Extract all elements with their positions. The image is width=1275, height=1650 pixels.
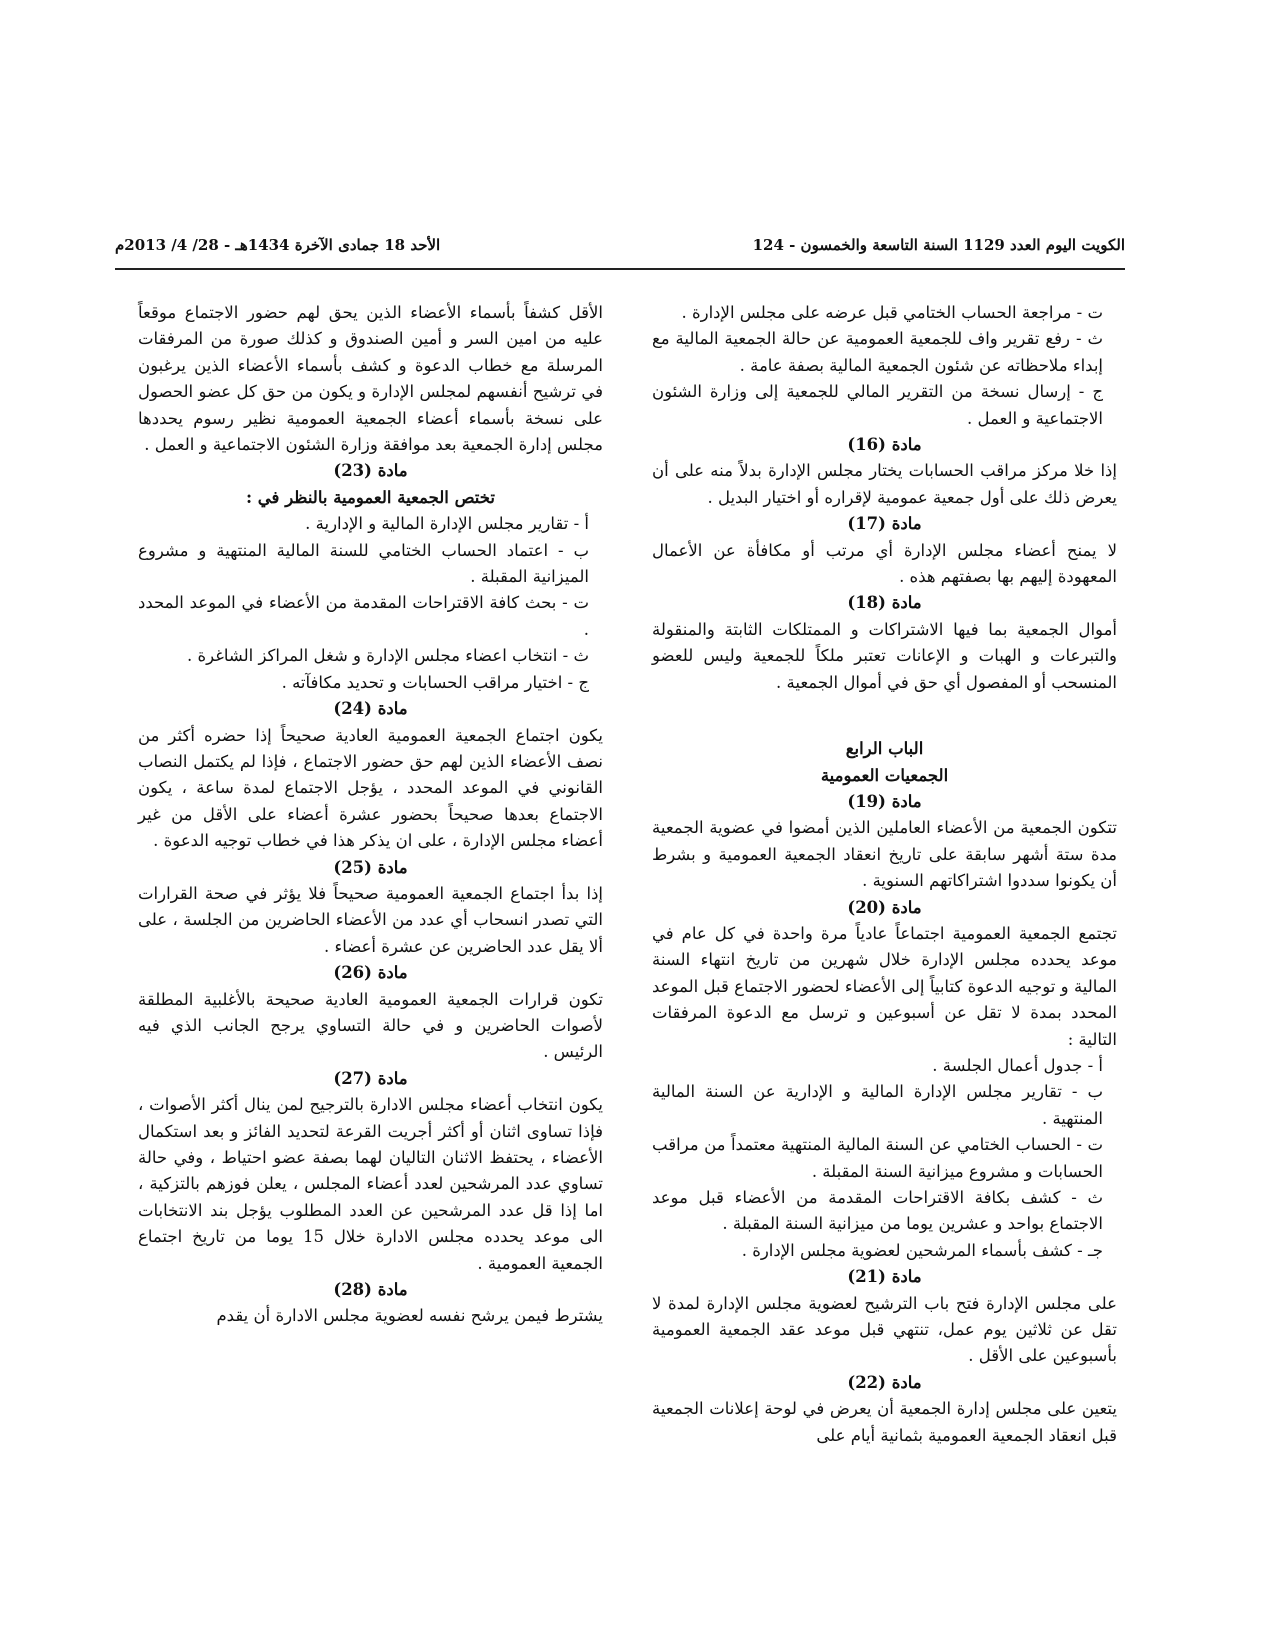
spacer: [652, 696, 1117, 736]
page-header: [115, 230, 1125, 260]
paragraph: لا يمنح أعضاء مجلس الإدارة أي مرتب أو مكافأة عن الأعمال المعهودة إليهم بها بصفتهم هذه .: [652, 540, 1117, 587]
article-heading: تختص الجمعية العمومية بالنظر في :: [245, 487, 496, 507]
article-heading: الجمعيات العمومية: [820, 765, 949, 785]
paragraph: يتعين على مجلس إدارة الجمعية أن يعرض في لوحة إعلانات الجمعية قبل انعقاد الجمعية العمومية بثمانية أيام على: [652, 1399, 1117, 1445]
paragraph: إذا خلا مركز مراقب الحسابات يختار مجلس الإدارة بدلاً منه على أن يعرض ذلك على أول جمعية عمومية لإقراره أو اختيار البديل .: [652, 461, 1117, 507]
article-heading: مادة (24): [333, 699, 408, 719]
list-item: ت - مراجعة الحساب الختامي قبل عرضه على مجلس الإدارة .: [681, 303, 1103, 322]
paragraph: أموال الجمعية بما فيها الاشتراكات و الممتلكات الثابتة والمنقولة والتبرعات و الهبات و الإعانات تعتبر ملكاً للجمعية وليس للعضو المنسحب أو المفصول أي حق في أموال الجمعية .: [652, 619, 1117, 692]
paragraph: يكون اجتماع الجمعية العمومية العادية صحيحاً إذا حضره أكثر من نصف الأعضاء الذين لهم حق حضور الاجتماع ، فإذا لم يكتمل النصاب القانوني في الموعد المحدد ، يؤجل الاجتماع لمدة ساعة ، يكون الاجتماع بعدها صحيحاً بحضور عشرة أعضاء على الأقل من غير أعضاء مجلس الإدارة ، على ان يذكر هذا في خطاب توجيه الدعوة .: [138, 725, 603, 851]
list-item: ث - انتخاب اعضاء مجلس الإدارة و شغل المراكز الشاغرة .: [186, 646, 589, 666]
header-left: الأحد 18 جمادى الآخرة 1434هـ - 28/ 4/ 2013م: [115, 236, 441, 254]
paragraph: تكون قرارات الجمعية العمومية العادية صحيحة بالأغلبية المطلقة لأصوات الحاضرين و في حالة التساوي يرجح الجانب الذي فيه الرئيس .: [138, 989, 603, 1062]
paragraph: يكون انتخاب أعضاء مجلس الادارة بالترجيح لمن ينال أكثر الأصوات ، فإذا تساوى اثنان أو أكثر أجريت القرعة لتحديد الفائز و بعد استكمال الأعضاء ، يحتفظ الاثنان التاليان لهما بصفة عضو احتياط ، وفي حالة تساوي عدد المرشحين لعدد أعضاء المجلس ، يعلن فوزهم بالتزكية ، اما إذا قل عدد المرشحين عن العدد المطلوب يؤجل بند الانتخابات الى موعد يحدده مجلس الادارة خلال 15 يوما من تاريخ اجتماع الجمعية العمومية .: [138, 1095, 603, 1273]
right-column: [652, 300, 1117, 1449]
article-heading: مادة (19): [847, 791, 922, 811]
article-heading: مادة (22): [847, 1372, 922, 1392]
paragraph: الأقل كشفاً بأسماء الأعضاء الذين يحق لهم حضور الاجتماع موقعاً عليه من امين السر و أمين الصندوق و كذلك صورة من المرفقات المرسلة مع خطاب الدعوة و كشف بأسماء الأعضاء الذين يرغبون في ترشيح أنفسهم لمجلس الإدارة و يكون من حق كل عضو الحصول على نسخة بأسماء أعضاء الجمعية العمومية نظير رسوم يحددها مجلس إدارة الجمعية بعد موافقة وزارة الشئون الاجتماعية و العمل .: [138, 303, 603, 455]
article-heading: مادة (28): [333, 1280, 408, 1300]
article-heading: مادة (18): [847, 593, 922, 613]
list-item: ج - اختيار مراقب الحسابات و تحديد مكافآته .: [281, 672, 589, 692]
list-item: ث - رفع تقرير واف للجمعية العمومية عن حالة الجمعية المالية مع إبداء ملاحظاته عن شئون الجمعية المالية بصفة عامة .: [652, 329, 1103, 375]
header-rule: [115, 268, 1125, 270]
article-heading: الباب الرابع: [845, 739, 924, 759]
list-item: أ - تقارير مجلس الإدارة المالية و الإدارية .: [305, 514, 589, 534]
article-heading: مادة (26): [333, 963, 408, 983]
paragraph: تتكون الجمعية من الأعضاء العاملين الذين أمضوا في عضوية الجمعية مدة ستة أشهر سابقة على تاريخ انعقاد الجمعية العمومية و بشرط أن يكونوا سددوا اشتراكاتهم السنوية .: [652, 818, 1117, 891]
list-item: جـ - كشف بأسماء المرشحين لعضوية مجلس الإدارة .: [741, 1240, 1103, 1260]
article-heading: مادة (23): [333, 461, 408, 481]
list-item: ت - الحساب الختامي عن السنة المالية المنتهية معتمداً من مراقب الحسابات و مشروع ميزانية السنة المقبلة .: [652, 1135, 1103, 1181]
list-item: ج - إرسال نسخة من التقرير المالي للجمعية إلى وزارة الشئون الاجتماعية و العمل .: [652, 382, 1103, 428]
list-item: ت - بحث كافة الاقتراحات المقدمة من الأعضاء في الموعد المحدد .: [138, 593, 589, 639]
paragraph: تجتمع الجمعية العمومية اجتماعاً عادياً مرة واحدة في كل عام في موعد يحدده مجلس الإدارة خلال شهرين من تاريخ انتهاء السنة المالية و توجيه الدعوة كتابياً إلى الأعضاء لحضور الاجتماع قبل الموعد المحدد بمدة لا تقل عن أسبوعين و ترسل مع الدعوة المرفقات التالية :: [652, 923, 1117, 1049]
paragraph: يشترط فيمن يرشح نفسه لعضوية مجلس الادارة أن يقدم: [216, 1306, 603, 1326]
paragraph: على مجلس الإدارة فتح باب الترشيح لعضوية مجلس الإدارة لمدة لا تقل عن ثلاثين يوم عمل، تنتهي قبل موعد عقد الجمعية العمومية بأسبوعين على الأقل .: [652, 1293, 1117, 1366]
article-heading: مادة (21): [847, 1267, 922, 1287]
article-heading: مادة (20): [847, 897, 922, 917]
article-heading: مادة (25): [333, 857, 408, 877]
list-item: ب - تقارير مجلس الإدارة المالية و الإدارية عن السنة المالية المنتهية .: [652, 1082, 1103, 1128]
list-item: ب - اعتماد الحساب الختامي للسنة المالية المنتهية و مشروع الميزانية المقبلة .: [138, 540, 589, 587]
article-heading: مادة (16): [847, 435, 922, 455]
article-heading: مادة (27): [333, 1068, 408, 1088]
list-item: ث - كشف بكافة الاقتراحات المقدمة من الأعضاء قبل موعد الاجتماع بواحد و عشرين يوما من ميزانية السنة المقبلة .: [652, 1188, 1103, 1234]
header-right: الكويت اليوم العدد 1129 السنة التاسعة والخمسون - 124: [752, 236, 1125, 254]
paragraph: إذا بدأ اجتماع الجمعية العمومية صحيحاً فلا يؤثر في صحة القرارات التي تصدر انسحاب أي عدد من الأعضاء الحاضرين من الجلسة ، على ألا يقل عدد الحاضرين عن عشرة أعضاء .: [138, 883, 603, 956]
article-heading: مادة (17): [847, 514, 922, 534]
list-item: أ - جدول أعمال الجلسة .: [932, 1055, 1103, 1075]
left-column: [138, 300, 603, 1330]
